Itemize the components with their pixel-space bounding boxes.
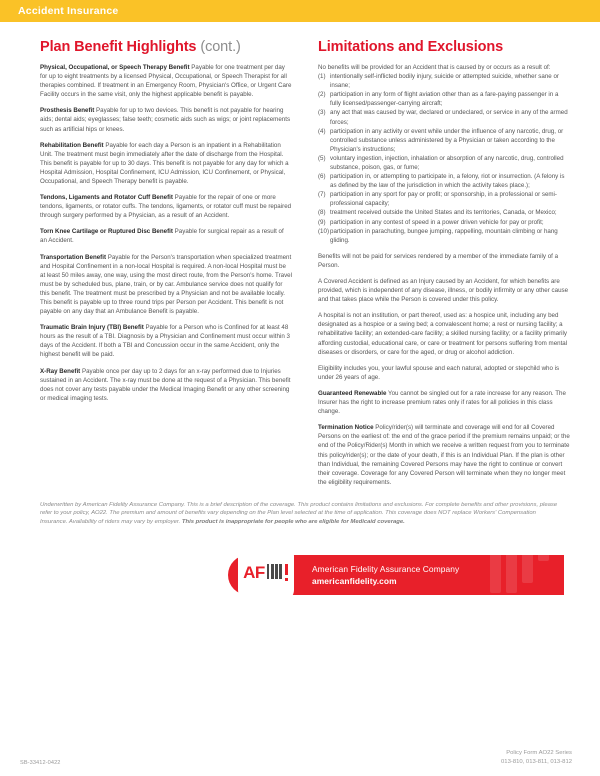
exclusion-text: any act that was caused by war, declared or undeclared, or service in any of the armed forces; bbox=[330, 109, 568, 126]
benefit-lead: Prosthesis Benefit bbox=[40, 107, 95, 115]
limitation-paragraph bbox=[318, 364, 570, 382]
exclusion-text: participation in any form of flight aviation other than as a fare-paying passenger in a fully licensed/passenger-carrying aircraft; bbox=[330, 91, 559, 108]
exclusion-number: (10) bbox=[318, 227, 330, 235]
benefit-body: Payable once per day up to 2 days for an x-ray performed due to Injuries sustained in an Accident. The x-ray must be done at the request of a Physician. This benefit does not cover any tests payable under the Medical Imaging Benefit or any other screening or medical imaging tests. bbox=[40, 367, 291, 402]
exclusion-text: voluntary ingestion, injection, inhalation or absorption of any narcotic, drug, controlled substance, poison, gas, or fume; bbox=[330, 154, 564, 171]
legal-disclaimer bbox=[40, 501, 564, 527]
exclusion-number: (7) bbox=[318, 191, 326, 199]
limitation-body: You cannot be singled out for a rate increase for any reason. The Insurer has the right to increase premium rates only if rates for all policies in this class change. bbox=[318, 389, 566, 416]
benefit-paragraph bbox=[40, 193, 292, 220]
af-logo-icon bbox=[243, 563, 289, 583]
exclusion-number: (5) bbox=[318, 154, 326, 162]
left-column bbox=[40, 40, 292, 403]
disclaimer-text: Underwritten by American Fidelity Assurance Company. This is a brief description of the coverage. This product contains limitations and exclusions. For complete benefits and other provisions, please refer to your policy, AO22. The premium and amount of benefits vary depending on the Plan level selected at the time of application. This coverage does NOT replace Workers' Compensation Insurance. Availability of riders may vary by employer. bbox=[40, 501, 558, 526]
bottom-meta bbox=[0, 736, 600, 766]
benefit-paragraph bbox=[40, 63, 292, 99]
exclusion-number: (4) bbox=[318, 127, 326, 135]
benefit-lead: Traumatic Brain Injury (TBI) Benefit bbox=[40, 324, 144, 332]
policy-form-numbers: 013-810, 013-811, 013-812 bbox=[501, 758, 572, 765]
benefit-body: Payable for one treatment per day for up to eight treatments by a licensed Physical, Occupational, or Speech Therapist for all therapies combined. If treatment in an Emergency Room, Physician's Office, or Urgent Care Facility occurs in the same visit, only the highest applicable benefit is payable. bbox=[40, 63, 292, 99]
exclusion-number: (8) bbox=[318, 209, 326, 217]
benefit-paragraph bbox=[40, 227, 292, 245]
exclusions-list bbox=[318, 72, 570, 245]
exclusion-item bbox=[318, 227, 570, 245]
limitation-paragraph bbox=[318, 311, 570, 356]
benefit-paragraph bbox=[40, 323, 292, 359]
benefit-body: Payable for the repair of one or more tendons, ligaments, or rotator cuffs. The tendons, ligaments, or rotator cuff must be repaired through surgery performed by a Physician, as a result of an Accident. bbox=[40, 194, 292, 220]
limitation-paragraph bbox=[318, 252, 570, 270]
limitation-body: Policy/rider(s) will terminate and coverage will end for all Covered Persons on the earliest of: the end of the grace period if the premium remains unpaid; or the end of the Policy/Rider(s) Month in which we receive a written request from you to terminate this policy/rider(s); or the date of your death, if this is an Individual Plan. If the plan is other than Individual, the remaining Covered Persons may have the right to continue or convert their coverage. Coverage for any Covered Person will terminate when they no longer meet the eligibility requirements. bbox=[318, 424, 570, 486]
benefit-lead: X-Ray Benefit bbox=[40, 367, 81, 375]
termination-notice-paragraph bbox=[318, 423, 570, 487]
exclusion-number: (2) bbox=[318, 91, 326, 99]
exclusion-item bbox=[318, 72, 570, 90]
section-title-main: Plan Benefit Highlights bbox=[40, 39, 197, 55]
exclusion-item bbox=[318, 172, 570, 190]
right-column bbox=[318, 40, 570, 487]
af-logo-tile bbox=[238, 545, 294, 601]
section-title-cont: (cont.) bbox=[200, 39, 241, 55]
benefit-body: Payable for up to two devices. This benefit is not payable for hearing aids; dental aids; eyeglasses; false teeth; cosmetic aids such as wigs; or joint replacements such as artificial hips or knees. bbox=[40, 107, 291, 133]
disclaimer-bold-text: This product is inappropriate for people who are eligible for Medicaid coverage. bbox=[181, 519, 405, 526]
af-logo-exclamation-icon bbox=[285, 564, 289, 581]
two-column-layout bbox=[40, 39, 570, 487]
benefit-lead: Rehabilitation Benefit bbox=[40, 141, 104, 149]
header-banner bbox=[0, 0, 600, 22]
header-banner-title: Accident Insurance bbox=[18, 5, 119, 17]
exclusion-item bbox=[318, 127, 570, 154]
benefit-body: Payable for surgical repair as a result of an Accident. bbox=[40, 228, 284, 245]
benefit-paragraph bbox=[40, 141, 292, 186]
exclusion-text: participation in, or attempting to participate in, a felony, riot or insurrection. (A felony is as defined by the law of the jurisdiction in which the activity takes place.); bbox=[330, 173, 565, 190]
benefit-lead: Tendons, Ligaments and Rotator Cuff Benefit bbox=[40, 194, 173, 202]
limitation-lead: Guaranteed Renewable bbox=[318, 389, 387, 397]
exclusion-item bbox=[318, 208, 570, 217]
exclusion-text: participation in any activity or event while under the influence of any narcotic, drug, or controlled substance unless administered by a Physician or taken according to the Physician's instructions; bbox=[330, 127, 564, 153]
exclusion-text: participation in any contest of speed in a power driven vehicle for pay or profit; bbox=[330, 218, 544, 226]
exclusion-text: treatment received outside the United States and its territories, Canada, or Mexico; bbox=[330, 209, 557, 217]
af-logo-bars-icon bbox=[267, 564, 283, 581]
company-name: American Fidelity Assurance Company bbox=[312, 563, 460, 574]
document-code: SB-33412-0422 bbox=[20, 760, 61, 766]
benefit-paragraph bbox=[40, 367, 292, 403]
limitation-body: Eligibility includes you, your lawful spouse and each natural, adopted or stepchild who is under 26 years of age. bbox=[318, 364, 560, 381]
benefit-body: Payable for a Person who is Confined for at least 48 hours as the result of a TBI. Diagnosis by a Physician and Confinement must occur within 3 days of the Accident. If both a TBI and Concussion occur in the same Accident, only the highest benefit will be paid. bbox=[40, 324, 290, 359]
exclusion-number: (1) bbox=[318, 73, 326, 81]
benefit-paragraph bbox=[40, 106, 292, 133]
limitation-body: Benefits will not be paid for services rendered by a member of the immediate family of a Person. bbox=[318, 252, 559, 269]
af-logo-letters: AF bbox=[243, 563, 265, 583]
exclusion-text: participation in any sport for pay or profit; or sponsorship, in a professional or semi-professional capacity; bbox=[330, 191, 557, 208]
exclusion-item bbox=[318, 154, 570, 172]
policy-form-series: Policy Form AO22 Series bbox=[506, 750, 572, 757]
plan-benefit-highlights-title bbox=[40, 40, 292, 56]
footer-logo-area bbox=[40, 543, 564, 605]
exclusion-number: (9) bbox=[318, 218, 326, 226]
exclusion-item bbox=[318, 190, 570, 208]
exclusion-item bbox=[318, 218, 570, 227]
limitation-body: A hospital is not an institution, or part thereof, used as: a hospice unit, including any bed designated as a hospice or a swing bed; a convalescent home; a rest or nursing facility; a rehabilitative facility; an extended-care facility; a skilled nursing facility; or a facility primarily affording custodial, educational care, or care or treatment for persons suffering from mental diseases or disorders, or care for the aged, or drug or alcohol addiction. bbox=[318, 312, 568, 356]
limitation-body: A Covered Accident is defined as an Injury caused by an Accident, for which benefits are provided, which is independent of any disease, illness, or bodily infirmity or any other cause and that takes place while the Person is covered under this policy. bbox=[318, 278, 569, 304]
watermark-bars-icon bbox=[490, 555, 548, 595]
exclusions-intro: No benefits will be provided for an Accident that is caused by or occurs as a result of: bbox=[318, 63, 551, 71]
company-website[interactable]: americanfidelity.com bbox=[312, 575, 397, 586]
page-content bbox=[0, 22, 600, 605]
limitation-paragraph bbox=[318, 277, 570, 304]
benefit-lead: Transportation Benefit bbox=[40, 253, 107, 261]
benefit-lead: Physical, Occupational, or Speech Therapy Benefit bbox=[40, 63, 190, 71]
exclusion-text: intentionally self-inflicted bodily injury, suicide or attempted suicide, whether sane or insane; bbox=[330, 73, 559, 90]
limitations-exclusions-title: Limitations and Exclusions bbox=[318, 39, 504, 55]
exclusion-number: (3) bbox=[318, 109, 326, 117]
limitation-lead: Termination Notice bbox=[318, 424, 374, 432]
exclusion-text: participation in parachuting, bungee jumping, rappelling, mountain climbing or hang gliding. bbox=[330, 227, 558, 244]
guaranteed-renewable-paragraph bbox=[318, 389, 570, 416]
benefit-body: Payable for the Person's transportation when specialized treatment and Hospital Confinement in a non-local Hospital is required. A non-local Hospital must be at least 50 miles away, one way, using the most direct route, from the Person's home. Travel must be by scheduled bus, plane, train, or by car. Ambulance service does not qualify for this benefit. The treatment must be prescribed by a Physician and not be available locally. This benefit is payable up to three round trips per Person per Accident. This benefit is not payable on any day that an Ambulance Benefit is payable. bbox=[40, 253, 293, 316]
exclusion-item bbox=[318, 90, 570, 108]
exclusion-item bbox=[318, 108, 570, 126]
brand-bar-text bbox=[312, 563, 459, 587]
policy-form-info bbox=[501, 749, 572, 766]
exclusion-number: (6) bbox=[318, 173, 326, 181]
benefit-lead: Torn Knee Cartilage or Ruptured Disc Benefit bbox=[40, 228, 173, 236]
benefit-paragraph bbox=[40, 253, 292, 317]
benefit-body: Payable for each day a Person is an inpatient in a Rehabilitation Unit. The treatment must begin immediately after the date of discharge from the Hospital. This benefit is payable for up to 30 days. This benefit is not payable for any day for which a Hospital Admission, Hospital Confinement, ICU Admission, ICU Confinement, or Physical, Occupational, and Speech Therapy benefit is payable. bbox=[40, 141, 289, 185]
